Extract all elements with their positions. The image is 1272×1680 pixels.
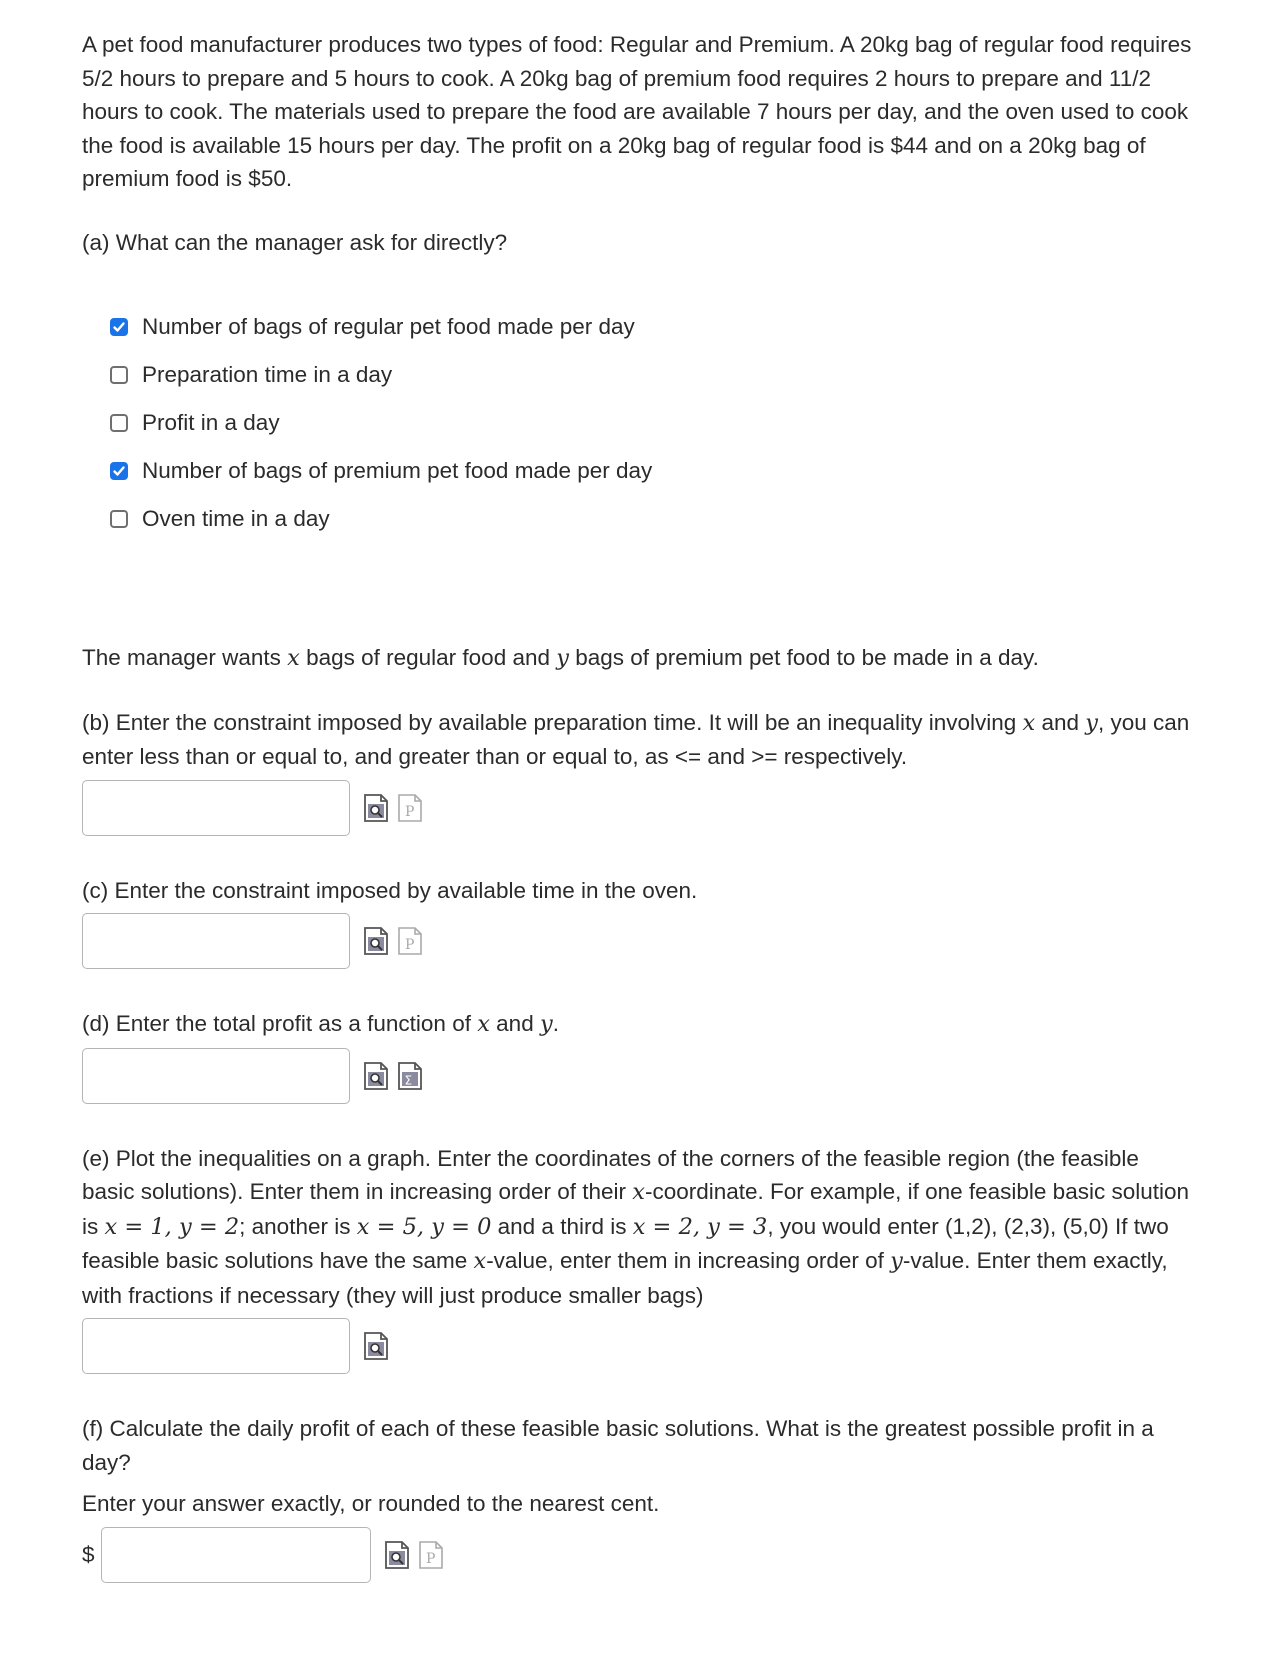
checkbox-checked[interactable] <box>110 462 128 480</box>
answer-f-input[interactable] <box>101 1527 371 1583</box>
question-e-block <box>82 1142 1192 1375</box>
svg-text:P: P <box>405 937 415 953</box>
option-profit[interactable] <box>110 399 1192 447</box>
answer-d-input[interactable] <box>82 1048 350 1104</box>
question-f-block <box>82 1412 1192 1583</box>
svg-text:Σ: Σ <box>404 1073 413 1087</box>
question-c: (c) Enter the constraint imposed by available time in the oven. <box>82 877 698 903</box>
help-p-icon[interactable] <box>417 1539 445 1571</box>
checkbox[interactable] <box>110 414 128 432</box>
question-b: (b) Enter the constraint imposed by available preparation time. It will be an inequality involving x and y, you can enter less than or equal to, and greater than or equal to, as <= and >= respectively. <box>82 709 1190 769</box>
question-b-block <box>82 706 1192 836</box>
answer-b-input[interactable] <box>82 780 350 836</box>
checkbox[interactable] <box>110 366 128 384</box>
question-c-block <box>82 874 1192 970</box>
option-prep-time[interactable] <box>110 351 1192 399</box>
answer-e-input[interactable] <box>82 1318 350 1374</box>
option-label: Profit in a day <box>142 410 280 436</box>
option-label: Oven time in a day <box>142 506 330 532</box>
help-p-icon[interactable] <box>396 792 424 824</box>
checkbox[interactable] <box>110 510 128 528</box>
answer-c-input[interactable] <box>82 913 350 969</box>
sigma-entry-icon[interactable] <box>396 1060 424 1092</box>
preview-icon[interactable] <box>362 792 390 824</box>
help-p-icon[interactable] <box>396 925 424 957</box>
currency-symbol: $ <box>82 1541 95 1567</box>
question-e: (e) Plot the inequalities on a graph. Enter the coordinates of the corners of the feasible region (the feasible basic solutions). Enter them in increasing order of their x-coordinate. For example, if one feasible basic solution is x = 1, y = 2; another is x = 5, y = 0 and a third is x = 2, y = 3, you would enter (1,2), (2,3), (5,0) If two feasible basic solutions have the same x-value, enter them in increasing order of y-value. Enter them exactly, with fractions if necessary (they will just produce smaller bags) <box>82 1145 1190 1308</box>
preview-icon[interactable] <box>383 1539 411 1571</box>
option-oven-time[interactable] <box>110 495 1192 543</box>
question-f: (f) Calculate the daily profit of each of these feasible basic solutions. What is the greatest possible profit in a day? <box>82 1416 1154 1475</box>
checkbox-checked[interactable] <box>110 318 128 336</box>
option-regular-bags[interactable] <box>110 303 1192 351</box>
svg-text:P: P <box>405 803 415 820</box>
preview-icon[interactable] <box>362 925 390 957</box>
option-premium-bags[interactable] <box>110 447 1192 495</box>
option-label: Number of bags of premium pet food made per day <box>142 458 653 484</box>
question-d: (d) Enter the total profit as a function of x and y. <box>82 1011 559 1037</box>
svg-text:P: P <box>425 1550 435 1567</box>
manager-statement: The manager wants x bags of regular food and y bags of premium pet food to be made in a day. <box>82 645 1039 671</box>
preview-icon[interactable] <box>362 1330 390 1362</box>
option-label: Number of bags of regular pet food made per day <box>142 314 635 340</box>
problem-statement: A pet food manufacturer produces two types of food: Regular and Premium. A 20kg bag of regular food requires 5/2 hours to prepare and 5 hours to cook. A 20kg bag of premium food requires 2 hours to prepare and 11/2 hours to cook. The materials used to prepare the food are available 7 hours per day, and the oven used to cook the food is available 15 hours per day. The profit on a 20kg bag of regular food is $44 and on a 20kg bag of premium food is $50. <box>82 32 1192 191</box>
answer-instruction: Enter your answer exactly, or rounded to the nearest cent. <box>82 1491 660 1516</box>
question-a: (a) What can the manager ask for directly? <box>82 229 508 255</box>
answer-options-a <box>110 303 1192 543</box>
preview-icon[interactable] <box>362 1060 390 1092</box>
question-d-block <box>82 1007 1192 1104</box>
option-label: Preparation time in a day <box>142 362 393 388</box>
